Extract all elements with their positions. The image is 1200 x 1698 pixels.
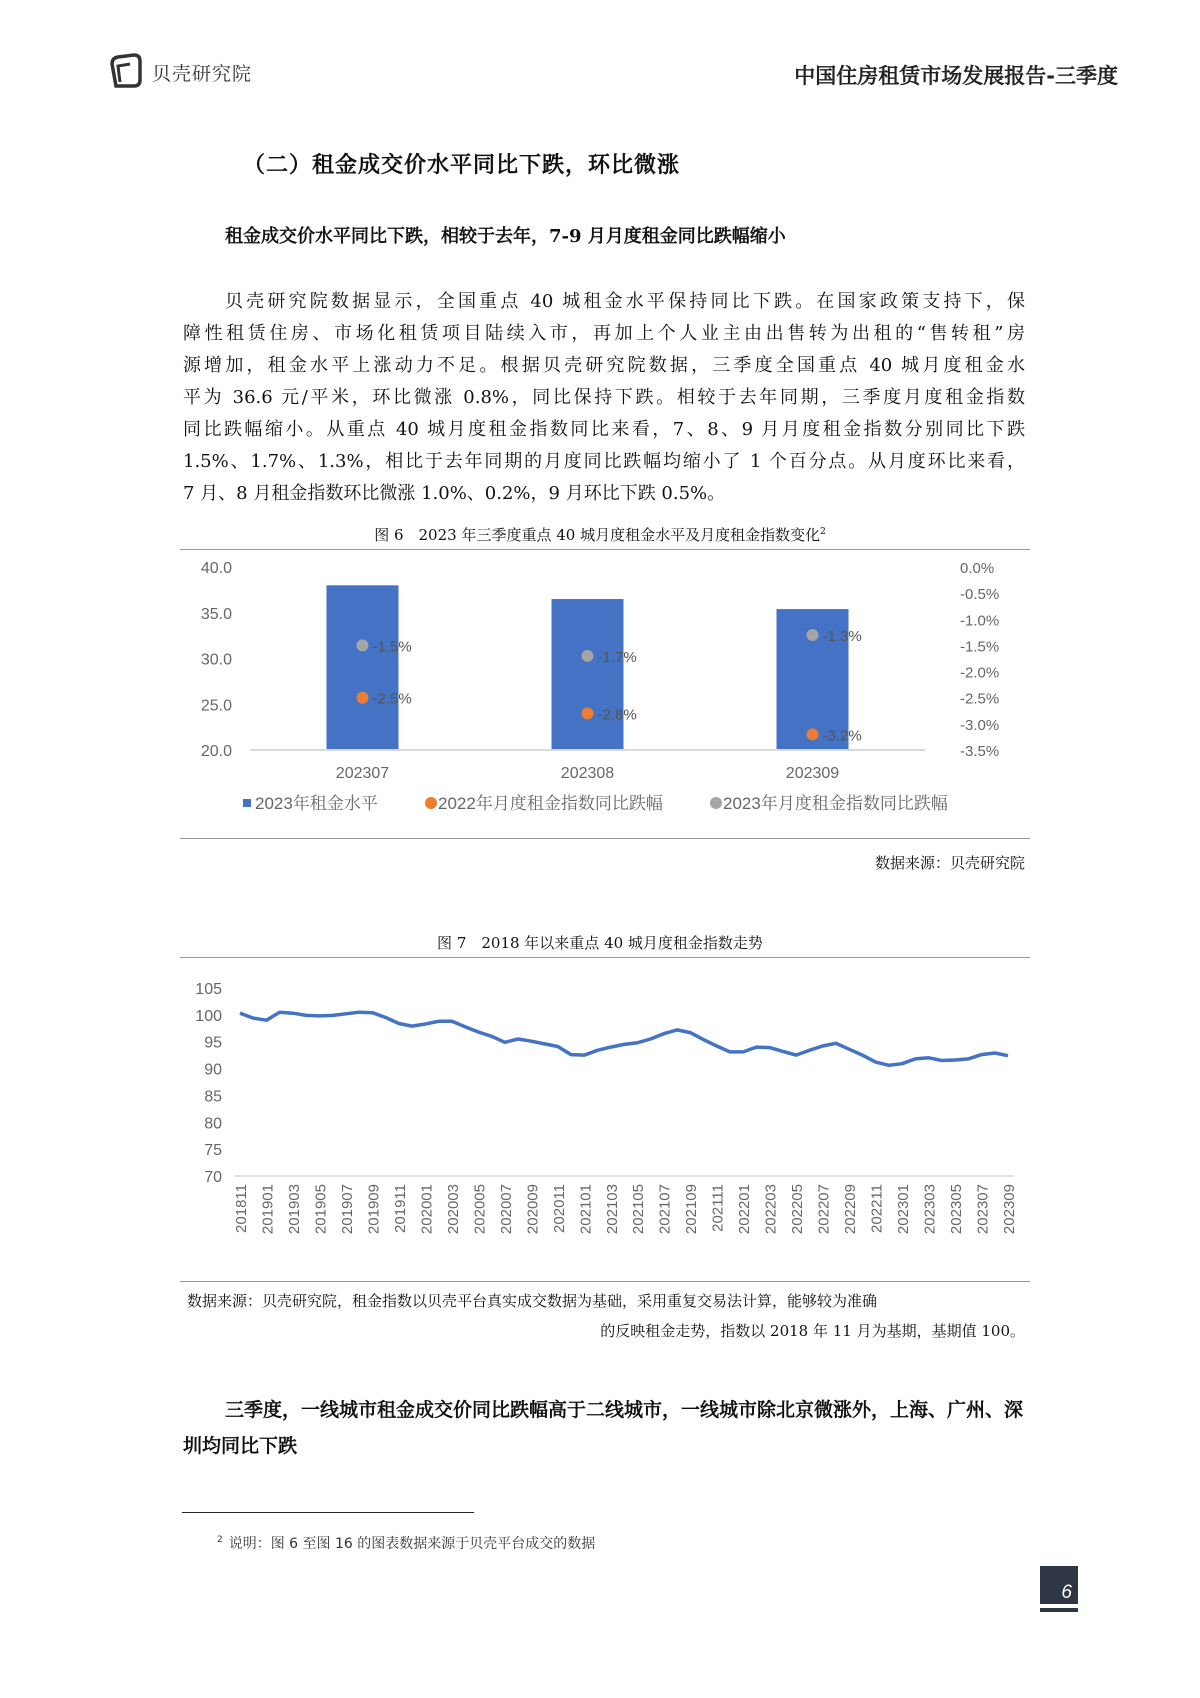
- x-axis-tick-label: 202309: [785, 765, 840, 782]
- legend-swatch: [425, 797, 437, 809]
- footnote-mark: 2: [217, 1535, 223, 1546]
- x-axis-tick-label: 202305: [948, 1184, 966, 1235]
- x-axis-tick-label: 202301: [895, 1184, 913, 1235]
- x-axis-tick-label: 201909: [365, 1184, 383, 1235]
- right-axis-tick-label: -2.0%: [960, 664, 1000, 682]
- x-axis-tick-label: 201911: [391, 1184, 409, 1233]
- x-axis-tick-label: 202309: [1001, 1184, 1018, 1235]
- figure7-top-rule: [180, 957, 1030, 958]
- x-axis-tick-label: 202005: [471, 1184, 489, 1235]
- y-axis-tick-label: 105: [195, 981, 222, 998]
- beike-logo-icon: [108, 52, 144, 92]
- data-label: -1.5%: [372, 638, 412, 656]
- figure6-source: 数据来源：贝壳研究院: [874, 854, 1025, 872]
- x-axis-tick-label: 202307: [335, 765, 390, 782]
- paragraph-line: 同比跌幅缩小。从重点 40 城月度租金指数同比来看，7、8、9 月月度租金指数分别同比下跌: [183, 419, 1025, 440]
- data-label: -1.3%: [822, 627, 862, 645]
- bar-rent-level: [327, 585, 399, 750]
- logo-text: 贝壳研究院: [152, 62, 253, 85]
- left-axis-tick-label: 30.0: [200, 651, 232, 669]
- right-axis-tick-label: -0.5%: [960, 586, 1000, 604]
- x-axis-tick-label: 202001: [418, 1184, 436, 1235]
- data-label: -2.8%: [597, 706, 637, 724]
- figure7-source-line2: 的反映租金走势，指数以 2018 年 11 月为基期，基期值 100。: [600, 1322, 1025, 1340]
- scatter-point: [357, 639, 369, 651]
- x-axis-tick-label: 202205: [789, 1184, 807, 1235]
- paragraph-line: 贝壳研究院数据显示，全国重点 40 城租金水平保持同比下跌。在国家政策支持下，保: [225, 291, 1025, 312]
- x-axis-tick-label: 202308: [560, 765, 615, 782]
- figure7-title: 图 7 2018 年以来重点 40 城月度租金指数走势: [437, 934, 763, 952]
- right-axis-tick-label: 0.0%: [960, 560, 995, 577]
- figure7-bottom-rule: [180, 1281, 1030, 1282]
- y-axis-tick-label: 80: [204, 1115, 222, 1133]
- legend-swatch: [243, 799, 251, 807]
- x-axis-tick-label: 202007: [497, 1184, 515, 1235]
- footnote-mark: 2: [820, 527, 826, 537]
- paragraph-line: 7 月、8 月租金指数环比微涨 1.0%、0.2%，9 月环比下跌 0.5%。: [183, 483, 726, 504]
- x-axis-tick-label: 202209: [842, 1184, 860, 1235]
- legend-label: 2023年月度租金指数同比跌幅: [723, 794, 948, 813]
- x-axis-tick-label: 202201: [736, 1184, 754, 1235]
- body-paragraph: [183, 286, 1025, 510]
- x-axis-tick-label: 202203: [762, 1184, 780, 1235]
- y-axis-tick-label: 70: [204, 1169, 222, 1186]
- x-axis-tick-label: 201901: [259, 1184, 277, 1235]
- x-axis-tick-label: 201811: [233, 1184, 250, 1233]
- figure6-bottom-rule: [180, 838, 1030, 839]
- subheading-1: 租金成交价水平同比下跌，相较于去年，7-9 月月度租金同比跌幅缩小: [225, 226, 786, 247]
- scatter-point: [582, 707, 594, 719]
- scatter-point: [357, 692, 369, 704]
- figure6-top-rule: [180, 549, 1030, 550]
- paragraph-line: 障性租赁住房、市场化租赁项目陆续入市，再加上个人业主由出售转为出租的“售转租”房: [183, 323, 1025, 344]
- x-axis-tick-label: 202303: [921, 1184, 939, 1235]
- data-label: -2.5%: [372, 690, 412, 708]
- right-axis-tick-label: -1.5%: [960, 638, 1000, 656]
- y-axis-tick-label: 90: [204, 1061, 222, 1079]
- x-axis-tick-label: 202107: [656, 1184, 674, 1235]
- legend-swatch: [710, 797, 722, 809]
- footnote: [217, 1533, 595, 1553]
- legend-label: 2022年月度租金指数同比跌幅: [438, 794, 663, 813]
- y-axis-tick-label: 100: [195, 1007, 222, 1025]
- x-axis-tick-label: 202103: [603, 1184, 621, 1235]
- x-axis-tick-label: 201907: [338, 1184, 356, 1235]
- x-axis-tick-label: 202307: [974, 1184, 992, 1235]
- paragraph-line: 源增加，租金水平上涨动力不足。根据贝壳研究院数据，三季度全国重点 40 城月度租金水: [183, 355, 1025, 376]
- right-axis-tick-label: -3.5%: [960, 743, 1000, 760]
- figure6-title-text: 图 6 2023 年三季度重点 40 城月度租金水平及月度租金指数变化: [374, 526, 821, 544]
- y-axis-tick-label: 95: [204, 1034, 222, 1052]
- x-axis-tick-label: 202211: [868, 1184, 886, 1233]
- x-axis-tick-label: 202003: [444, 1184, 462, 1235]
- figure6-chart: [180, 552, 1030, 834]
- x-axis-tick-label: 201905: [312, 1184, 330, 1235]
- footnote-rule: [182, 1512, 474, 1513]
- left-axis-tick-label: 35.0: [200, 605, 232, 623]
- right-axis-tick-label: -2.5%: [960, 690, 1000, 708]
- paragraph-line: 平为 36.6 元/平米，环比微涨 0.8%，同比保持下跌。相较于去年同期，三季度月度租金指数: [183, 387, 1025, 408]
- logo: [108, 52, 252, 92]
- legend-label: 2023年租金水平: [255, 794, 378, 813]
- data-label: -1.7%: [597, 648, 637, 666]
- report-title: 中国住房租赁市场发展报告-三季度: [794, 64, 1118, 88]
- section-heading: （二）租金成交价水平同比下跌，环比微涨: [243, 152, 681, 178]
- figure6-title: [0, 524, 1200, 545]
- x-axis-tick-label: 202009: [524, 1184, 542, 1235]
- y-axis-tick-label: 75: [204, 1142, 222, 1160]
- scatter-point: [807, 728, 819, 740]
- scatter-point: [807, 629, 819, 641]
- left-axis-tick-label: 40.0: [200, 560, 232, 577]
- right-axis-tick-label: -1.0%: [960, 612, 1000, 630]
- paragraph-line: 1.5%、1.7%、1.3%，相比于去年同期的月度同比跌幅均缩小了 1 个百分点。从月度环比来看，: [183, 451, 1025, 472]
- left-axis-tick-label: 25.0: [200, 697, 232, 715]
- x-axis-tick-label: 202111: [709, 1184, 727, 1232]
- x-axis-tick-label: 202011: [550, 1184, 568, 1233]
- x-axis-tick-label: 202105: [630, 1184, 648, 1235]
- left-axis-tick-label: 20.0: [200, 743, 232, 760]
- footnote-text: 说明：图 6 至图 16 的图表数据来源于贝壳平台成交的数据: [228, 1536, 596, 1552]
- bar-rent-level: [552, 599, 624, 750]
- x-axis-tick-label: 202109: [683, 1184, 701, 1235]
- x-axis-tick-label: 202101: [577, 1184, 595, 1235]
- x-axis-tick-label: 202207: [815, 1184, 833, 1235]
- y-axis-tick-label: 85: [204, 1088, 222, 1106]
- right-axis-tick-label: -3.0%: [960, 716, 1000, 734]
- figure7-source-line1: 数据来源：贝壳研究院，租金指数以贝壳平台真实成交数据为基础，采用重复交易法计算，能够较为准确: [187, 1292, 878, 1310]
- page-number: 6: [1040, 1566, 1078, 1608]
- subheading-2: 三季度，一线城市租金成交价同比跌幅高于二线城市，一线城市除北京微涨外，上海、广州、深圳均同比下跌: [183, 1399, 1024, 1457]
- x-axis-tick-label: 201903: [285, 1184, 303, 1235]
- data-label: -3.2%: [822, 727, 862, 745]
- scatter-point: [582, 650, 594, 662]
- index-line: [240, 1012, 1008, 1065]
- figure7-chart: [180, 960, 1030, 1280]
